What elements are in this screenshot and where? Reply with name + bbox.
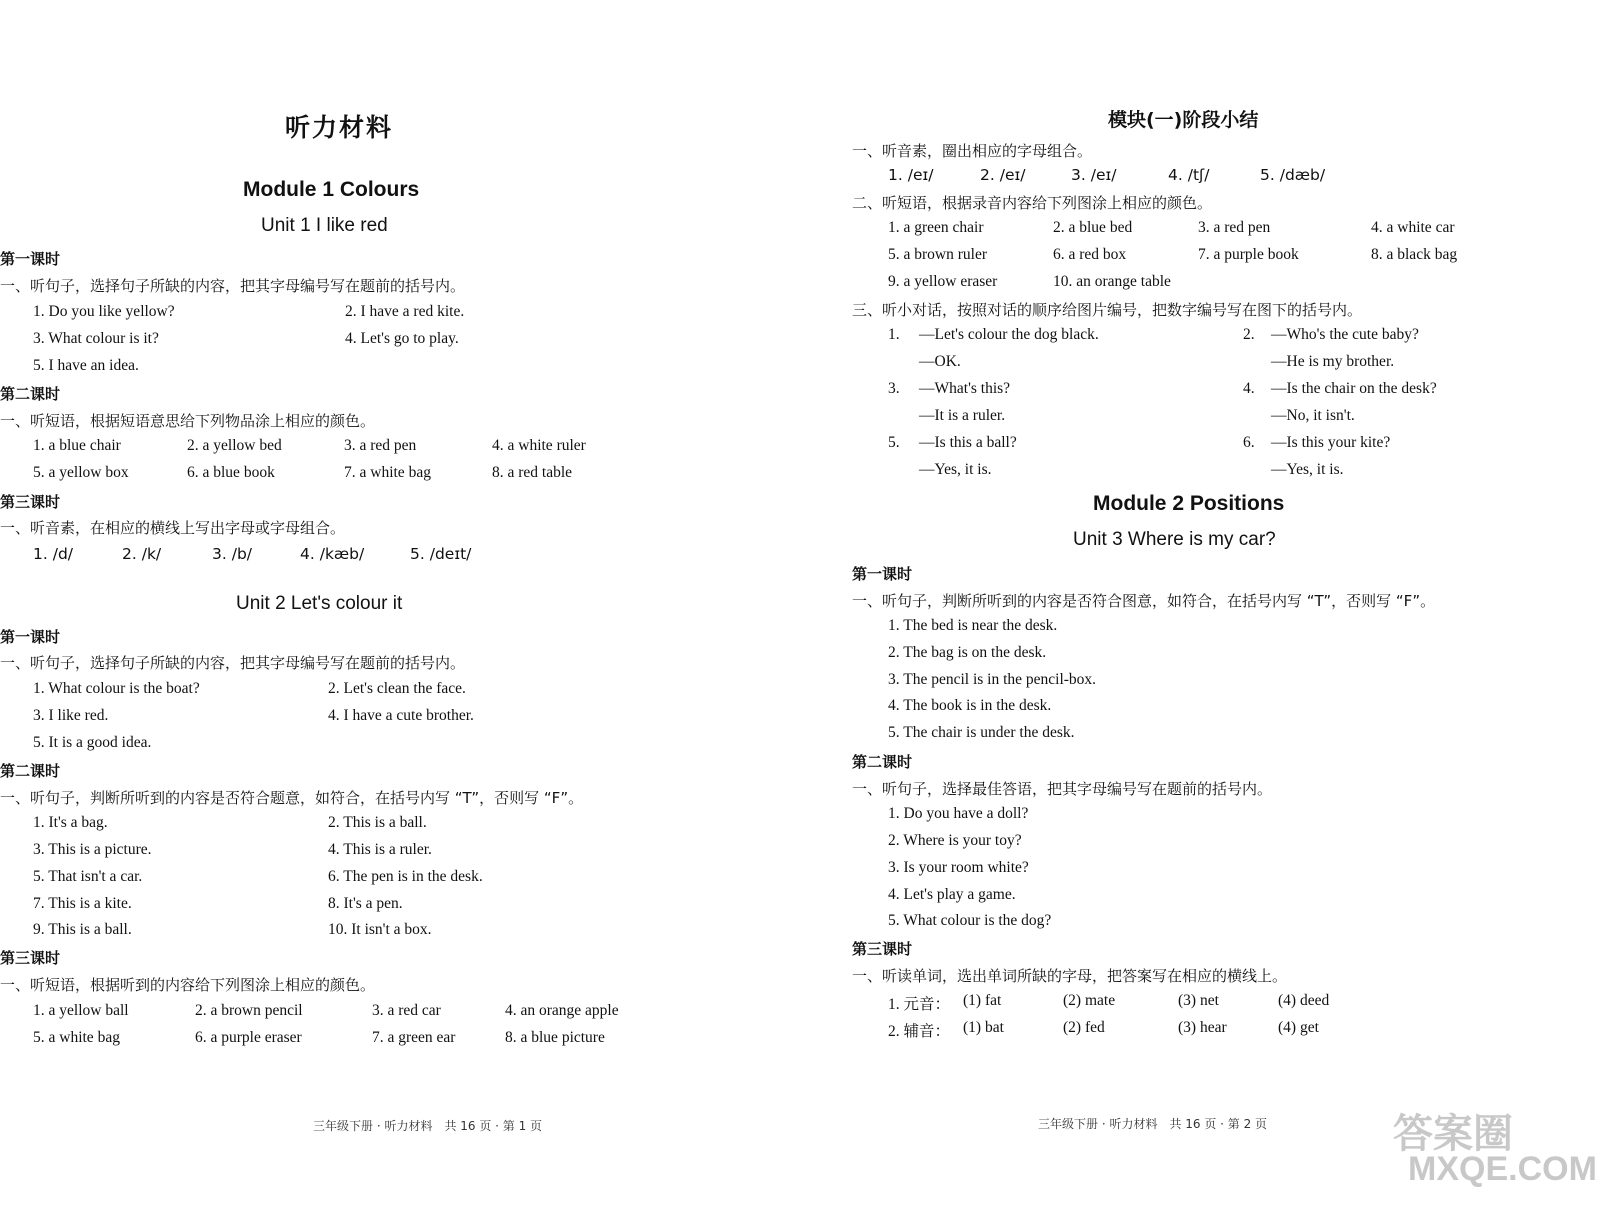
unit-1-heading: Unit 1 I like red (261, 215, 388, 236)
list-item: 5. What colour is the dog? (888, 912, 1052, 929)
unit2-lesson2-label: 第二课时 (0, 762, 61, 780)
list-item: 2. /eɪ/ (980, 166, 1026, 184)
list-item: 3. What colour is it? (33, 330, 159, 347)
dialog-line: —Is the chair on the desk? (1271, 380, 1437, 397)
list-item: 3. /b/ (212, 545, 252, 563)
list-item: 10. It isn't a box. (328, 921, 432, 938)
dialog-number: 5. (888, 434, 900, 451)
list-item: 6. The pen is in the desk. (328, 868, 483, 885)
list-item: 5. It is a good idea. (33, 734, 152, 751)
page-footer: 三年级下册 · 听力材料 共 16 页 · 第 1 页 (313, 1119, 543, 1133)
unit1-lesson1-label: 第一课时 (0, 250, 61, 268)
summary-q2-instruction: 二、听短语，根据录音内容给下列图涂上相应的颜色。 (852, 194, 1213, 212)
unit3-lesson3-label: 第三课时 (852, 940, 913, 958)
unit1-lesson2-instruction: 一、听短语，根据短语意思给下列物品涂上相应的颜色。 (0, 412, 376, 430)
unit1-lesson3-label: 第三课时 (0, 493, 61, 511)
list-item: 3. a red car (372, 1002, 441, 1019)
module-2-heading: Module 2 Positions (1093, 492, 1285, 515)
dialog-line: —OK. (919, 353, 961, 370)
unit3-lesson1-instruction: 一、听句子，判断所听到的内容是否符合图意，如符合，在括号内写 “T”，否则写 “F”。 (852, 592, 1436, 610)
dialog-line: —Is this your kite? (1271, 434, 1391, 451)
list-item: 7. a white bag (344, 464, 431, 481)
list-item: 2. /k/ (122, 545, 162, 563)
list-item: 4. /kæb/ (300, 545, 365, 563)
list-item: 9. a yellow eraser (888, 273, 998, 290)
list-item: 1. /eɪ/ (888, 166, 934, 184)
list-item: 1. a blue chair (33, 437, 121, 454)
list-item: 2. Where is your toy? (888, 832, 1022, 849)
vowel-option: (2) mate (1063, 992, 1116, 1009)
unit1-lesson3-instruction: 一、听音素，在相应的横线上写出字母或字母组合。 (0, 519, 346, 537)
list-item: 1. a yellow ball (33, 1002, 129, 1019)
list-item: 5. /dæb/ (1260, 166, 1326, 184)
list-item: 7. a green ear (372, 1029, 456, 1046)
unit3-lesson2-instruction: 一、听句子，选择最佳答语，把其字母编号写在题前的括号内。 (852, 780, 1273, 798)
list-item: 4. an orange apple (505, 1002, 619, 1019)
list-item: 4. This is a ruler. (328, 841, 432, 858)
consonant-option: (1) bat (963, 1019, 1004, 1036)
list-item: 5. a brown ruler (888, 246, 987, 263)
list-item: 4. The book is in the desk. (888, 697, 1052, 714)
left-page (0, 0, 760, 1207)
summary-title: 模块(一)阶段小结 (1108, 109, 1259, 131)
list-item: 1. What colour is the boat? (33, 680, 200, 697)
list-item: 5. That isn't a car. (33, 868, 143, 885)
list-item: 5. The chair is under the desk. (888, 724, 1075, 741)
list-item: 8. a red table (492, 464, 573, 481)
vowel-option: (1) fat (963, 992, 1002, 1009)
dialog-number: 6. (1243, 434, 1255, 451)
vowel-row-label: 1. 元音： (888, 996, 951, 1013)
dialog-line: —Is this a ball? (919, 434, 1017, 451)
list-item: 7. This is a kite. (33, 895, 132, 912)
list-item: 5. I have an idea. (33, 357, 139, 374)
list-item: 9. This is a ball. (33, 921, 132, 938)
consonant-option: (2) fed (1063, 1019, 1105, 1036)
unit2-lesson3-label: 第三课时 (0, 949, 61, 967)
page-title: 听力材料 (285, 113, 394, 142)
list-item: 1. Do you like yellow? (33, 303, 175, 320)
list-item: 3. Is your room white? (888, 859, 1029, 876)
list-item: 3. I like red. (33, 707, 109, 724)
list-item: 4. Let's play a game. (888, 886, 1016, 903)
unit2-lesson2-instruction: 一、听句子，判断所听到的内容是否符合题意，如符合，在括号内写 “T”，否则写 “F”。 (0, 789, 584, 807)
list-item: 5. a white bag (33, 1029, 120, 1046)
dialog-line: —What's this? (919, 380, 1011, 397)
unit2-lesson1-instruction: 一、听句子，选择句子所缺的内容，把其字母编号写在题前的括号内。 (0, 654, 466, 672)
page-footer: 三年级下册 · 听力材料 共 16 页 · 第 2 页 (1038, 1117, 1268, 1131)
unit-3-heading: Unit 3 Where is my car? (1073, 529, 1276, 550)
list-item: 4. a white ruler (492, 437, 586, 454)
dialog-number: 2. (1243, 326, 1255, 343)
consonant-option: (4) get (1278, 1019, 1319, 1036)
dialog-line: —Let's colour the dog black. (919, 326, 1099, 343)
right-page (768, 0, 1597, 1207)
dialog-number: 3. (888, 380, 900, 397)
list-item: 4. a white car (1371, 219, 1455, 236)
list-item: 4. /tʃ/ (1168, 166, 1210, 184)
dialog-line: —Yes, it is. (919, 461, 992, 478)
unit3-lesson2-label: 第二课时 (852, 753, 913, 771)
dialog-number: 1. (888, 326, 900, 343)
list-item: 2. a blue bed (1053, 219, 1133, 236)
list-item: 6. a blue book (187, 464, 275, 481)
list-item: 1. It's a bag. (33, 814, 108, 831)
list-item: 4. I have a cute brother. (328, 707, 474, 724)
list-item: 2. Let's clean the face. (328, 680, 466, 697)
list-item: 6. a purple eraser (195, 1029, 302, 1046)
list-item: 5. /deɪt/ (410, 545, 472, 563)
list-item: 2. a yellow bed (187, 437, 282, 454)
watermark-logo: 答案圈 (1393, 1112, 1513, 1156)
list-item: 5. a yellow box (33, 464, 129, 481)
list-item: 7. a purple book (1198, 246, 1299, 263)
module-1-heading: Module 1 Colours (243, 178, 420, 201)
list-item: 8. It's a pen. (328, 895, 403, 912)
list-item: 2. a brown pencil (195, 1002, 303, 1019)
summary-q3-instruction: 三、听小对话，按照对话的顺序给图片编号，把数字编号写在图下的括号内。 (852, 301, 1363, 319)
dialog-number: 4. (1243, 380, 1255, 397)
list-item: 3. /eɪ/ (1071, 166, 1117, 184)
list-item: 1. a green chair (888, 219, 984, 236)
dialog-line: —No, it isn't. (1271, 407, 1355, 424)
list-item: 3. a red pen (344, 437, 417, 454)
dialog-line: —Yes, it is. (1271, 461, 1344, 478)
list-item: 1. Do you have a doll? (888, 805, 1029, 822)
unit1-lesson2-label: 第二课时 (0, 385, 61, 403)
list-item: 2. The bag is on the desk. (888, 644, 1047, 661)
list-item: 3. The pencil is in the pencil-box. (888, 671, 1097, 688)
list-item: 1. The bed is near the desk. (888, 617, 1058, 634)
list-item: 2. This is a ball. (328, 814, 427, 831)
list-item: 8. a black bag (1371, 246, 1458, 263)
consonant-row-label: 2. 辅音： (888, 1023, 951, 1040)
list-item: 8. a blue picture (505, 1029, 605, 1046)
summary-q1-instruction: 一、听音素，圈出相应的字母组合。 (852, 142, 1093, 160)
unit-2-heading: Unit 2 Let's colour it (236, 593, 403, 614)
dialog-line: —Who's the cute baby? (1271, 326, 1419, 343)
dialog-line: —He is my brother. (1271, 353, 1395, 370)
watermark-url: MXQE.COM (1408, 1150, 1597, 1188)
list-item: 4. Let's go to play. (345, 330, 459, 347)
unit1-lesson1-instruction: 一、听句子，选择句子所缺的内容，把其字母编号写在题前的括号内。 (0, 277, 466, 295)
list-item: 10. an orange table (1053, 273, 1171, 290)
vowel-option: (3) net (1178, 992, 1219, 1009)
unit2-lesson1-label: 第一课时 (0, 628, 61, 646)
unit3-lesson1-label: 第一课时 (852, 565, 913, 583)
unit2-lesson3-instruction: 一、听短语，根据听到的内容给下列图涂上相应的颜色。 (0, 976, 376, 994)
dialog-line: —It is a ruler. (919, 407, 1006, 424)
consonant-option: (3) hear (1178, 1019, 1227, 1036)
list-item: 3. a red pen (1198, 219, 1271, 236)
list-item: 3. This is a picture. (33, 841, 152, 858)
list-item: 2. I have a red kite. (345, 303, 465, 320)
unit3-lesson3-instruction: 一、听读单词，选出单词所缺的字母，把答案写在相应的横线上。 (852, 967, 1288, 985)
list-item: 6. a red box (1053, 246, 1127, 263)
list-item: 1. /d/ (33, 545, 73, 563)
vowel-option: (4) deed (1278, 992, 1330, 1009)
